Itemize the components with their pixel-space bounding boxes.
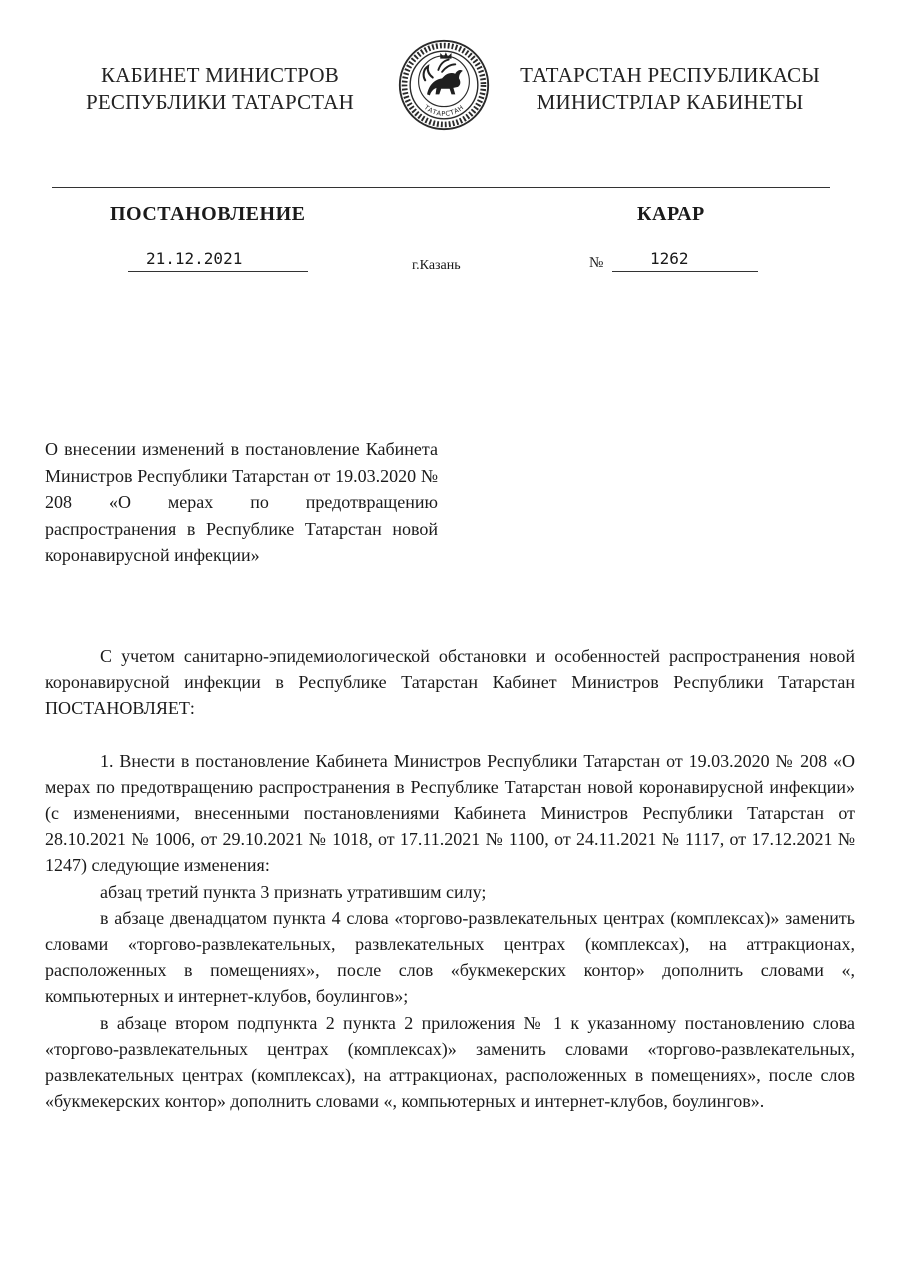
- number-sign: №: [589, 255, 604, 271]
- header-divider: [52, 187, 830, 188]
- ministry-name-russian-line1: КАБИНЕТ МИНИСТРОВ: [101, 63, 339, 87]
- item-1-paragraph: 1. Внести в постановление Кабинета Министров Республики Татарстан от 19.03.2020 № 208 «О мерах по предотвращению распространения в Республике Татарстан новой коронавирусной инфекции» (с изменениями, внесенными постановлениями Кабинета Министров Республики Татарстан от 28.10.2021 № 1006, от 29.10.2021 № 1018, от 17.11.2021 № 1100, от 24.11.2021 № 1117, от 17.12.2021 № 1247) следующие изменения:: [45, 750, 855, 876]
- document-date: 21.12.2021: [128, 246, 308, 272]
- ministry-name-tatar-line2: МИНИСТРЛАР КАБИНЕТЫ: [536, 90, 804, 114]
- ministry-name-tatar: [500, 62, 840, 116]
- ministry-name-russian-line2: РЕСПУБЛИКИ ТАТАРСТАН: [85, 90, 355, 114]
- preamble-paragraph: С учетом санитарно-эпидемиологической обстановки и особенностей распространения новой коронавирусной инфекции в Республике Татарстан Кабинет Министров Республики Татарстан ПОСТАНОВЛЯЕТ:: [45, 646, 855, 719]
- document-body: [45, 643, 855, 1114]
- document-number: 1262: [612, 246, 758, 272]
- tatarstan-coat-of-arms-icon: [397, 38, 491, 132]
- ministry-name-tatar-line1: ТАТАРСТАН РЕСПУБЛИКАСЫ: [520, 63, 820, 87]
- document-type-tatar: КАРАР: [637, 203, 705, 225]
- change-paragraph-1: абзац третий пункта 3 признать утратившим силу;: [100, 881, 487, 902]
- emblem-text: ТАТАРСТАН: [422, 103, 466, 118]
- ministry-name-russian: [60, 62, 380, 116]
- change-paragraph-3: в абзаце втором подпункта 2 пункта 2 приложения № 1 к указанному постановлению слова «торгово-развлекательных центрах (комплексах)» заменить словами «торгово-развлекательных, развлекательных центрах (комплексах), на аттракционах, расположенных в помещениях», после слов «букмекерских контор» дополнить словами «, компьютерных и интернет-клубов, боулингов».: [45, 1012, 855, 1112]
- change-paragraph-2: в абзаце двенадцатом пункта 4 слова «торгово-развлекательных центрах (комплексах)» заменить словами «торгово-развлекательных, развлекательных центрах (комплексах), на аттракционах, расположенных в помещениях», после слов «букмекерских контор» дополнить словами «, компьютерных и интернет-клубов, боулингов»;: [45, 907, 855, 1007]
- document-city: г.Казань: [412, 258, 461, 273]
- document-subject: О внесении изменений в постановление Кабинета Министров Республики Татарстан от 19.03.2020 № 208 «О мерах по предотвращению распространения в Республике Татарстан новой коронавирусной инфекции»: [45, 439, 438, 565]
- document-type-russian: ПОСТАНОВЛЕНИЕ: [110, 203, 306, 225]
